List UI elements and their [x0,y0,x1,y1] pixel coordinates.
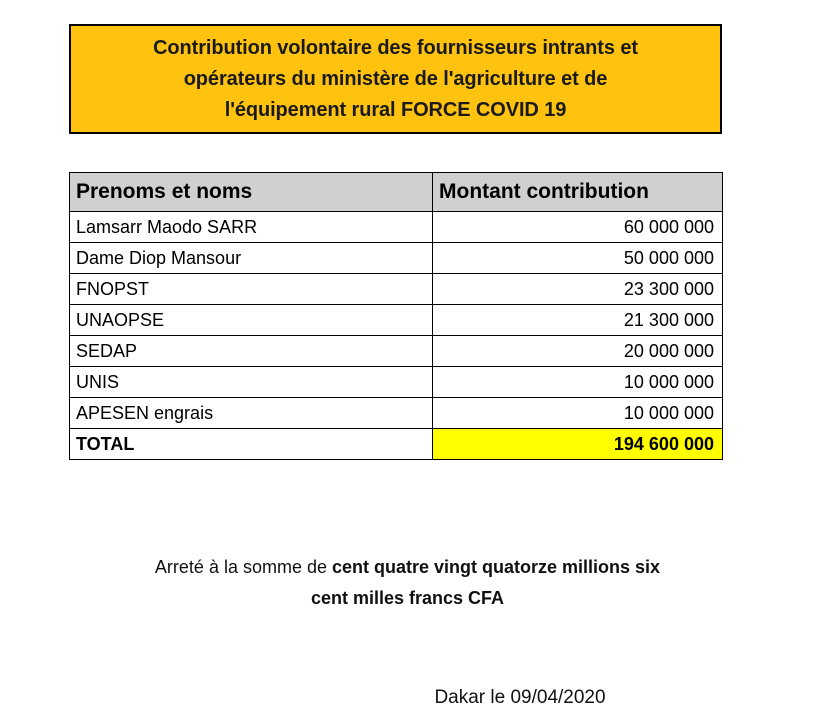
contributor-name: UNAOPSE [70,305,433,336]
contribution-amount: 21 300 000 [433,305,723,336]
table-row [70,367,723,398]
document-title-banner [69,24,722,134]
total-amount: 194 600 000 [433,429,723,460]
table-total-row [70,429,723,460]
closing-statement [80,552,735,614]
contribution-amount: 50 000 000 [433,243,723,274]
table-body [70,212,723,460]
contribution-amount: 60 000 000 [433,212,723,243]
contributor-name: SEDAP [70,336,433,367]
statement-amount-words-line-2: cent milles francs CFA [310,588,505,608]
contributor-name: Dame Diop Mansour [70,243,433,274]
title-line-1: Contribution volontaire des fournisseurs intrants et [153,36,638,59]
statement-amount-words-line-1: cent quatre vingt quatorze millions six [332,557,661,577]
total-label: TOTAL [70,429,433,460]
statement-prefix: Arreté à la somme de [154,557,332,577]
table-row [70,305,723,336]
contribution-amount: 20 000 000 [433,336,723,367]
table-row [70,243,723,274]
column-header-amount: Montant contribution [433,173,723,212]
table-header [70,173,723,212]
table-row [70,398,723,429]
title-line-3: l'équipement rural FORCE COVID 19 [224,98,567,121]
contribution-amount: 23 300 000 [433,274,723,305]
contributor-name: UNIS [70,367,433,398]
contribution-table [69,172,723,460]
table-row [70,336,723,367]
title-line-2: opérateurs du ministère de l'agriculture et de [183,67,608,90]
table-row [70,212,723,243]
contribution-table-container [69,172,722,460]
date-line: Dakar le 09/04/2020 [434,687,606,708]
contribution-amount: 10 000 000 [433,398,723,429]
contribution-amount: 10 000 000 [433,367,723,398]
contributor-name: FNOPST [70,274,433,305]
table-header-row [70,173,723,212]
column-header-names: Prenoms et noms [70,173,433,212]
table-row [70,274,723,305]
contributor-name: Lamsarr Maodo SARR [70,212,433,243]
contributor-name: APESEN engrais [70,398,433,429]
